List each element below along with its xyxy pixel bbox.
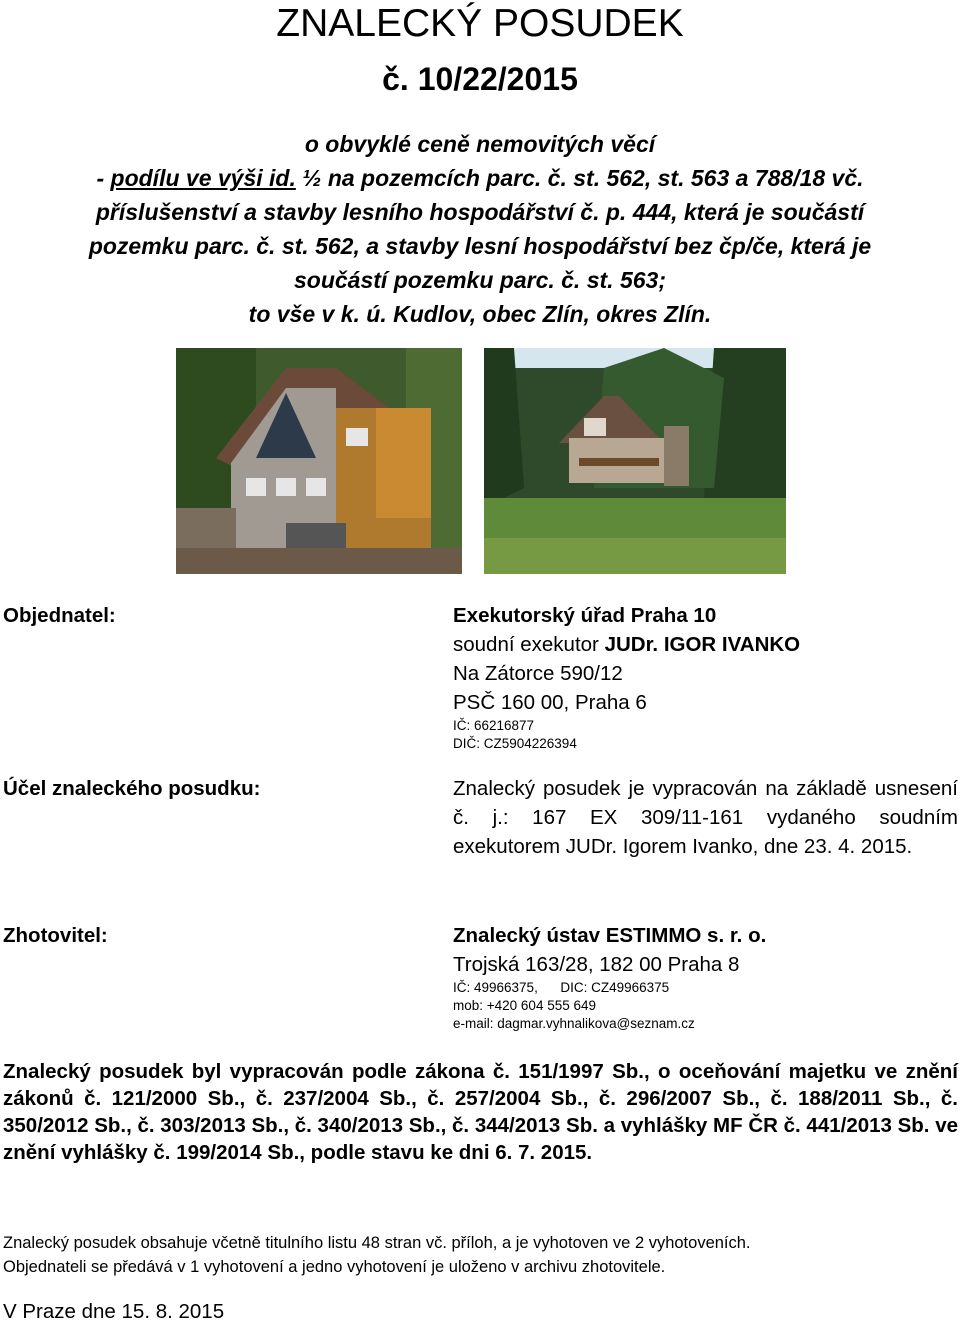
law-amendments-rest: , č. 237/2004 Sb., č. 257/2004 Sb., č. 296/2007 Sb., č. 188/2011 Sb., č. 350/2012 Sb., č. 303/2013 Sb., č. 340/2013 Sb., č. 344/2013 Sb. a vyhlášky MF ČR č. 441/2013 Sb. ve znění vyhlášky č. 199/2014 Sb., podle stavu ke dni 6. 7. 2015. (3, 1087, 959, 1164)
contractor-phone: mob: +420 604 555 649 (453, 998, 596, 1013)
copies-note (3, 1231, 958, 1279)
executor-prefix: soudní exekutor (453, 633, 605, 656)
client-block (453, 601, 800, 753)
contractor-address: Trojská 163/28, 182 00 Praha 8 (453, 953, 740, 976)
client-executor (453, 630, 800, 659)
law-first-amendment: č. 121/2000 Sb. (84, 1087, 240, 1110)
subject-line-2-rest: ½ na pozemcích parc. č. st. 562, st. 563 a 788/18 vč. (295, 165, 864, 191)
house-photo-front (176, 348, 462, 574)
client-office: Exekutorský úřad Praha 10 (453, 604, 717, 627)
house-photo-distant (484, 348, 786, 574)
place-date: V Praze dne 15. 8. 2015 (3, 1300, 225, 1323)
contractor-block (453, 921, 766, 1033)
law-main: Znalecký posudek byl vypracován podle zákona č. 151/1997 Sb. (3, 1060, 644, 1083)
subject-line-1: o obvyklé ceně nemovitých věcí (304, 131, 656, 157)
share-underlined: podílu ve výši id. (110, 165, 296, 191)
document-number: č. 10/22/2015 (382, 61, 578, 97)
subject-line-6: to vše v k. ú. Kudlov, obec Zlín, okres Zlín. (248, 301, 712, 327)
client-dic: DIČ: CZ5904226394 (453, 736, 577, 751)
client-label: Objednatel: (3, 604, 116, 627)
contractor-ids: IČ: 49966375, DIC: CZ49966375 (453, 980, 670, 995)
contractor-name: Znalecký ústav ESTIMMO s. r. o. (453, 924, 767, 947)
subject-line-3: příslušenství a stavby lesního hospodářství č. p. 444, která je součástí (95, 199, 865, 225)
contractor-label: Zhotovitel: (3, 924, 108, 947)
copies-note-line-2: Objednateli se předává v 1 vyhotovení a jedno vyhotovení je uloženo v archivu zhotovitele. (3, 1258, 666, 1276)
subject-description (0, 127, 960, 331)
document-title: ZNALECKÝ POSUDEK (276, 2, 684, 45)
purpose-label: Účel znaleckého posudku: (3, 777, 261, 800)
subject-line-5: součástí pozemku parc. č. st. 563; (294, 267, 666, 293)
client-city: PSČ 160 00, Praha 6 (453, 691, 647, 714)
subject-dash: - (96, 165, 111, 191)
law-amendments-intro: , o oceňování majetku ve znění zákonů (3, 1060, 958, 1110)
subject-line-2 (0, 161, 960, 195)
purpose-text: Znalecký posudek je vypracován na základě usnesení č. j.: 167 EX 309/11-161 vydaného soudním exekutorem JUDr. Igorem Ivanko, dne 23. 4. 2015. (453, 777, 958, 858)
subject-line-4: pozemku parc. č. st. 562, a stavby lesní hospodářství bez čp/če, která je (88, 233, 872, 259)
legal-basis (3, 1058, 958, 1166)
executor-name: JUDr. IGOR IVANKO (604, 633, 801, 656)
client-ic: IČ: 66216877 (453, 718, 535, 733)
copies-note-line-1: Znalecký posudek obsahuje včetně titulního listu 48 stran vč. příloh, a je vyhotoven ve 2 vyhotoveních. (3, 1234, 751, 1252)
client-street: Na Zátorce 590/12 (453, 662, 623, 685)
contractor-email: e-mail: dagmar.vyhnalikova@seznam.cz (453, 1016, 695, 1031)
